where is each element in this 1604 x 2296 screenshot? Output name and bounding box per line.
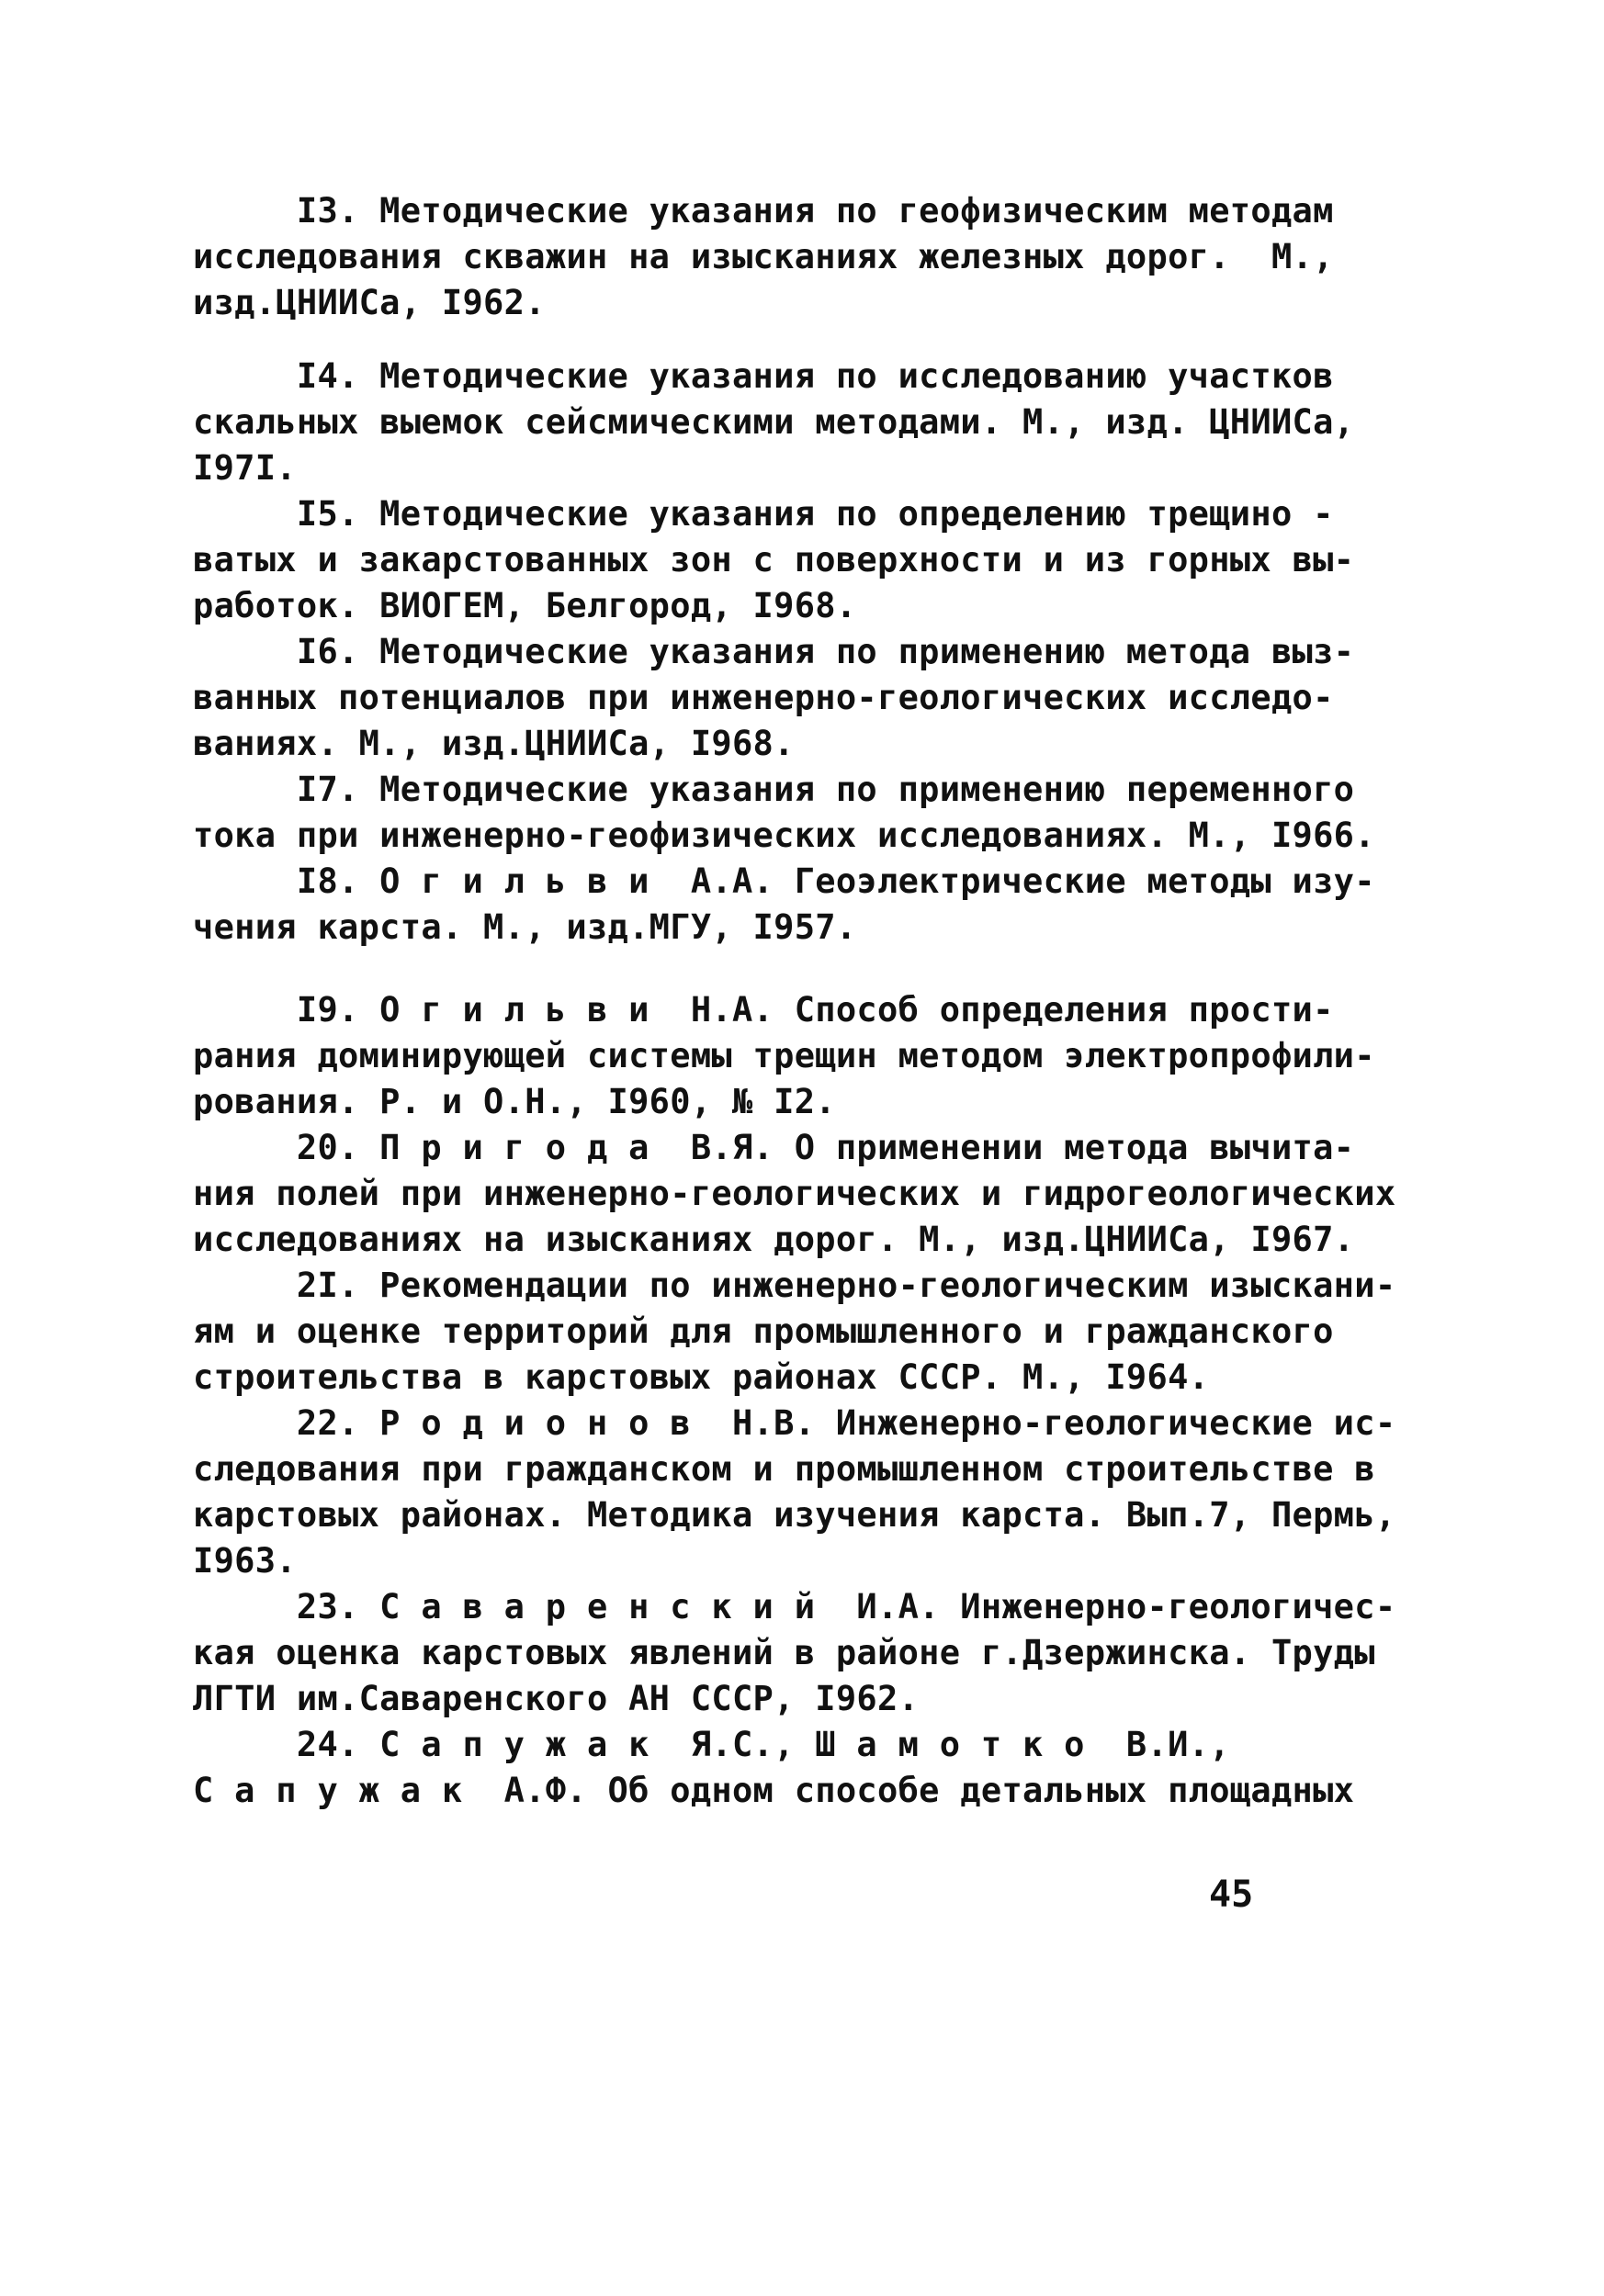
reference-line: I5. Методические указания по определению трещино - bbox=[193, 494, 1334, 534]
reference-line: рания доминирующей системы трещин методом электропрофили- bbox=[193, 1036, 1375, 1075]
reference-line: изд.ЦНИИСа, I962. bbox=[193, 283, 546, 322]
reference-line: I4. Методические указания по исследованию участков bbox=[193, 356, 1334, 396]
reference-line: кая оценка карстовых явлений в районе г.Дзержинска. Труды bbox=[193, 1633, 1375, 1672]
reference-line: I6. Методические указания по применению метода выз- bbox=[193, 632, 1355, 671]
reference-line: С а п у ж а к А.Ф. Об одном способе детальных площадных bbox=[193, 1771, 1355, 1810]
reference-line: тока при инженерно-геофизических исследованиях. М., I966. bbox=[193, 816, 1375, 855]
reference-line: ния полей при инженерно-геологических и гидрогеологических bbox=[193, 1174, 1396, 1213]
page-number: 45 bbox=[1209, 1874, 1254, 1916]
reference-line: строительства в карстовых районах СССР. М., I964. bbox=[193, 1357, 1210, 1397]
reference-line: I7. Методические указания по применению переменного bbox=[193, 770, 1355, 809]
reference-line: ватых и закарстованных зон с поверхности и из горных вы- bbox=[193, 540, 1355, 580]
reference-line: исследования скважин на изысканиях железных дорог. М., bbox=[193, 237, 1334, 276]
reference-line: ваниях. М., изд.ЦНИИСа, I968. bbox=[193, 724, 795, 763]
reference-line: ям и оценке территорий для промышленного и гражданского bbox=[193, 1311, 1334, 1351]
reference-line: работок. ВИОГЕМ, Белгород, I968. bbox=[193, 586, 857, 625]
reference-line: скальных выемок сейсмическими методами. М., изд. ЦНИИСа, bbox=[193, 402, 1355, 442]
reference-line: чения карста. М., изд.МГУ, I957. bbox=[193, 907, 857, 947]
reference-line: рования. Р. и О.Н., I960, № I2. bbox=[193, 1082, 836, 1121]
reference-line: ЛГТИ им.Саваренского АН СССР, I962. bbox=[193, 1679, 920, 1718]
reference-line: карстовых районах. Методика изучения карста. Вып.7, Пермь, bbox=[193, 1495, 1396, 1535]
reference-line: I8. О г и л ь в и А.А. Геоэлектрические методы изу- bbox=[193, 861, 1375, 901]
reference-line: 23. С а в а р е н с к и й И.А. Инженерно-геологичес- bbox=[193, 1587, 1396, 1626]
reference-line: 24. С а п у ж а к Я.С., Ш а м о т к о В.И., bbox=[193, 1725, 1230, 1764]
reference-line: I3. Методические указания по геофизическим методам bbox=[193, 191, 1334, 231]
reference-line: I963. bbox=[193, 1541, 297, 1581]
reference-line: 22. Р о д и о н о в Н.В. Инженерно-геологические ис- bbox=[193, 1403, 1396, 1443]
reference-line: 2I. Рекомендации по инженерно-геологическим изыскани- bbox=[193, 1266, 1396, 1305]
reference-line: исследованиях на изысканиях дорог. М., изд.ЦНИИСа, I967. bbox=[193, 1220, 1355, 1259]
reference-line: ванных потенциалов при инженерно-геологических исследо- bbox=[193, 678, 1334, 717]
reference-line: I9. О г и л ь в и Н.А. Способ определения прости- bbox=[193, 990, 1334, 1030]
reference-line: I97I. bbox=[193, 448, 297, 488]
reference-line: 20. П р и г о д а В.Я. О применении метода вычита- bbox=[193, 1128, 1355, 1167]
reference-line: следования при гражданском и промышленном строительстве в bbox=[193, 1449, 1375, 1489]
